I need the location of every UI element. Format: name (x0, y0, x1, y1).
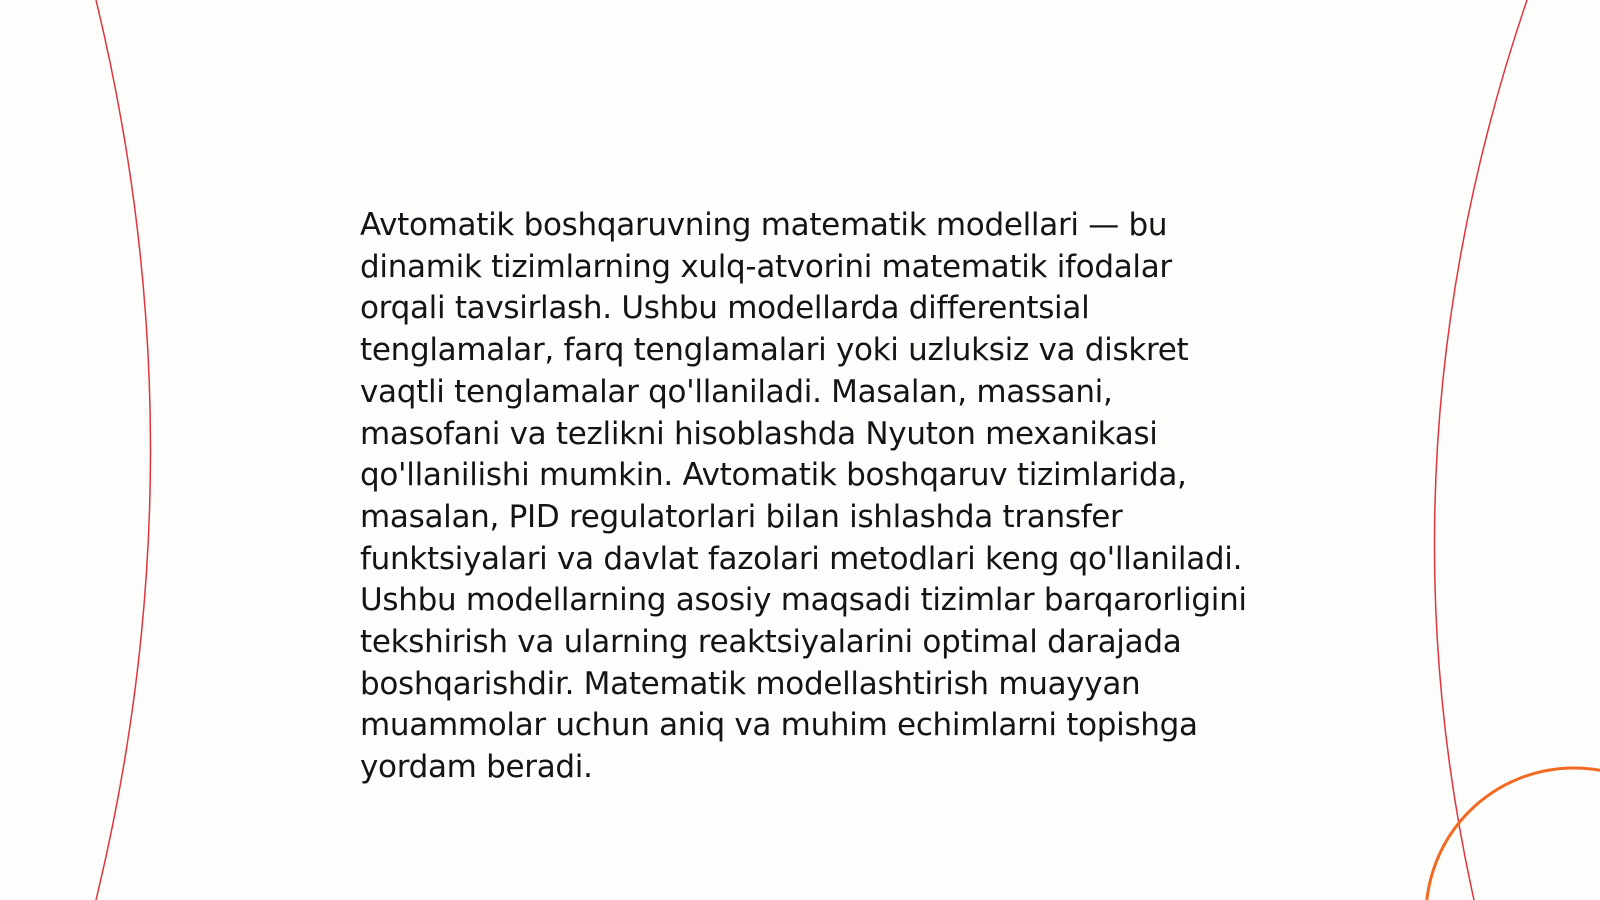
decorative-right-arc-icon (1434, 0, 1527, 900)
decorative-orange-circle-icon (1426, 768, 1600, 900)
decorative-left-arc-icon (96, 0, 151, 900)
slide-body-text: Avtomatik boshqaruvning matematik modellari — bu dinamik tizimlarning xulq-atvorini matematik ifodalar orqali tavsirlash. Ushbu modellarda differentsial tenglamalar, farq tenglamalari yoki uzluksiz va diskret vaqtli tenglamalar qo'llaniladi. Masalan, massani, masofani va tezlikni hisoblashda Nyuton mexanikasi qo'llanilishi mumkin. Avtomatik boshqaruv tizimlarida, masalan, PID regulatorlari bilan ishlashda transfer funktsiyalari va davlat fazolari metodlari keng qo'llaniladi. Ushbu modellarning asosiy maqsadi tizimlar barqarorligini tekshirish va ularning reaktsiyalarini optimal darajada boshqarishdir. Matematik modellashtirish muayyan muammolar uchun aniq va muhim echimlarni topishga yordam beradi. (360, 207, 1247, 786)
